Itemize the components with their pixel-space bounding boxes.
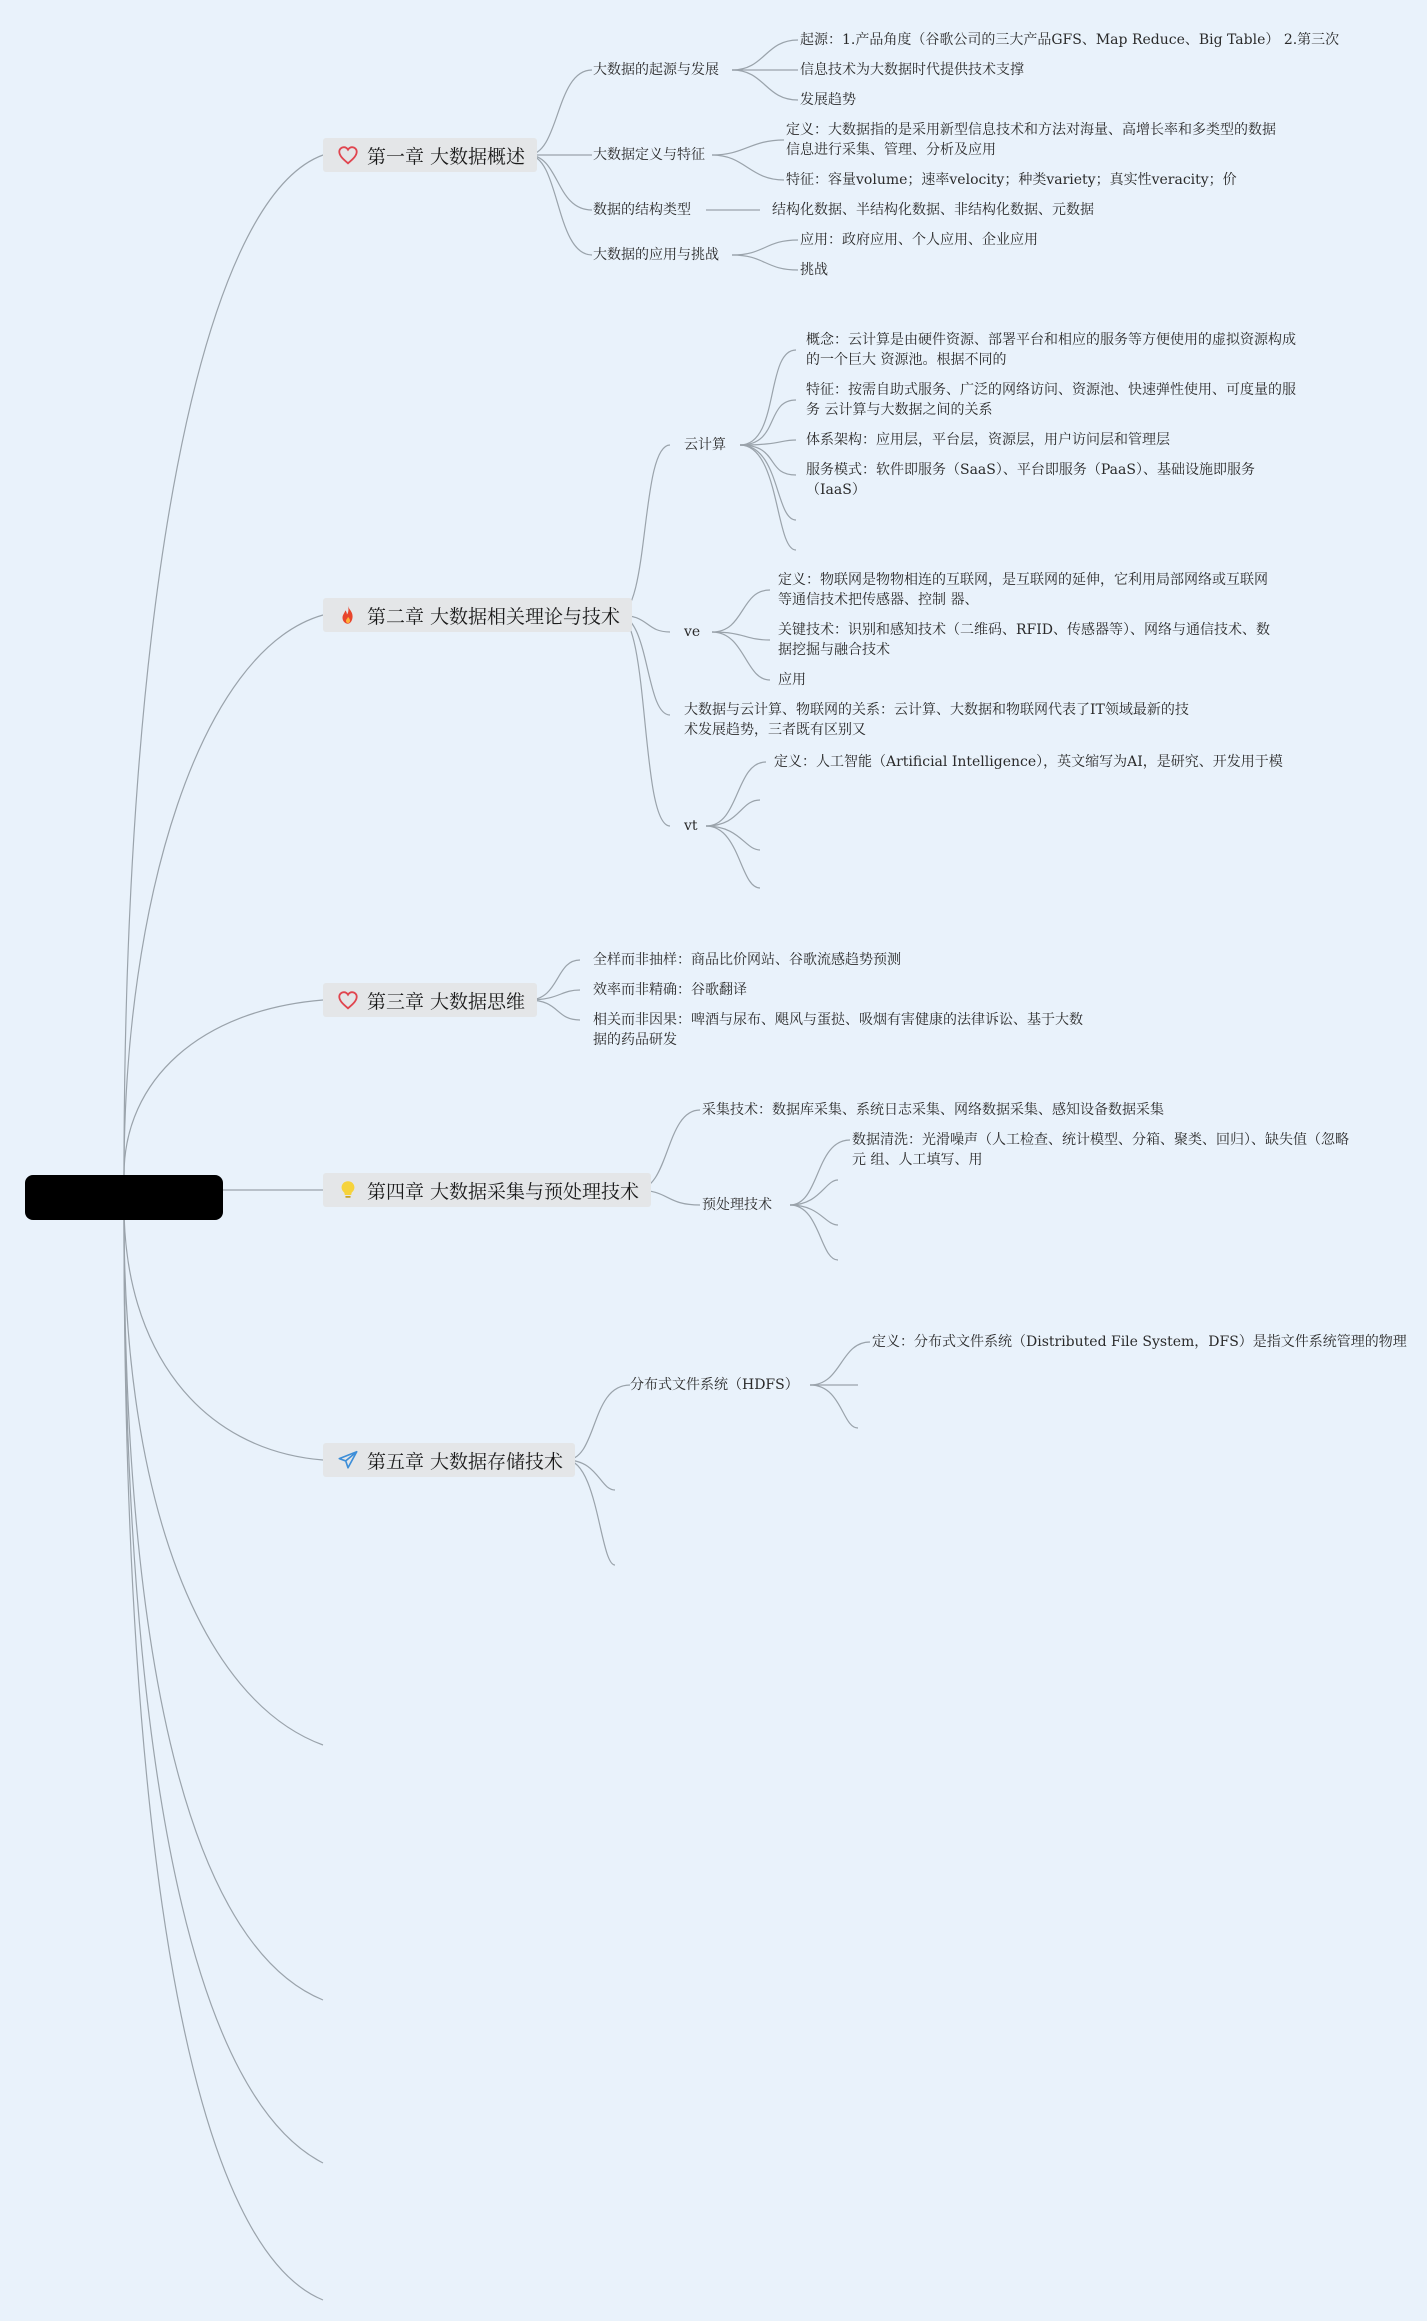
ch2-ve-item-2[interactable]: 关键技术：识别和感知技术（二维码、RFID、传感器等）、网络与通信技术、数据挖掘与融合技术 [778,622,1271,658]
heart-icon [337,144,359,166]
ch3-branch-1[interactable]: 全样而非抽样：商品比价网站、谷歌流感趋势预测 [593,952,901,968]
ch1-structure-item-1[interactable]: 结构化数据、半结构化数据、非结构化数据、元数据 [772,202,1094,218]
ch1-branch-origin[interactable]: 大数据的起源与发展 [593,62,719,78]
ch1-application-item-1[interactable]: 应用：政府应用、个人应用、企业应用 [800,232,1038,248]
ch2-cloud-item-2[interactable]: 特征：按需自助式服务、广泛的网络访问、资源池、快速弹性使用、可度量的服务 云计算与大数据之间的关系 [806,382,1296,418]
ch4-branch-collection[interactable]: 采集技术：数据库采集、系统日志采集、网络数据采集、感知设备数据采集 [702,1102,1164,1118]
ch5-hdfs-item-1[interactable]: 定义：分布式文件系统（Distributed File System，DFS）是指文件系统管理的物理 [872,1334,1407,1350]
chapter-1-node[interactable] [323,138,537,172]
ch1-origin-item-1[interactable]: 起源：1.产品角度（谷歌公司的三大产品GFS、Map Reduce、Big Table） 2.第三次 [800,32,1340,48]
ch1-branch-definition[interactable]: 大数据定义与特征 [593,147,705,163]
ch2-branch-cloud[interactable]: 云计算 [684,437,726,453]
lightbulb-icon [337,1179,359,1201]
ch2-cloud-item-4[interactable]: 服务模式：软件即服务（SaaS）、平台即服务（PaaS）、基础设施即服务（IaaS） [806,462,1255,498]
ch4-preprocessing-item-1[interactable]: 数据清洗：光滑噪声（人工检查、统计模型、分箱、聚类、回归）、缺失值（忽略元 组、人工填写、用 [852,1132,1349,1168]
chapter-3-label: 第三章 大数据思维 [367,990,526,1013]
paper-plane-icon [337,1449,359,1471]
chapter-5-label: 第五章 大数据存储技术 [367,1450,564,1473]
ch2-ve-item-3[interactable]: 应用 [778,672,806,688]
ch2-branch-ve[interactable]: ve [684,624,701,640]
chapter-4-label: 第四章 大数据采集与预处理技术 [367,1180,640,1203]
root-node[interactable] [25,1175,223,1220]
ch2-cloud-item-1[interactable]: 概念：云计算是由硬件资源、部署平台和相应的服务等方便使用的虚拟资源构成的一个巨大 资源池。根据不同的 [806,332,1296,368]
ch1-branch-application[interactable]: 大数据的应用与挑战 [593,247,719,263]
ch2-vt-item-1[interactable]: 定义：人工智能（Artificial Intelligence），英文缩写为AI，是研究、开发用于模 [774,754,1283,770]
chapter-4-node[interactable] [323,1173,651,1207]
ch3-branch-3[interactable]: 相关而非因果：啤酒与尿布、飓风与蛋挞、吸烟有害健康的法律诉讼、基于大数据的药品研发 [593,1012,1083,1048]
ch2-cloud-item-3[interactable]: 体系架构：应用层，平台层，资源层，用户访问层和管理层 [806,432,1170,448]
ch3-branch-2[interactable]: 效率而非精确：谷歌翻译 [593,982,747,998]
ch1-definition-item-1[interactable]: 定义：大数据指的是采用新型信息技术和方法对海量、高增长率和多类型的数据信息进行采集、管理、分析及应用 [786,122,1276,158]
chapter-2-node[interactable] [323,598,632,632]
fire-icon [337,604,359,626]
chapter-1-label: 第一章 大数据概述 [367,145,526,168]
ch2-ve-item-1[interactable]: 定义：物联网是物物相连的互联网，是互联网的延伸，它利用局部网络或互联网等通信技术把传感器、控制 器、 [778,572,1268,608]
ch1-origin-item-3[interactable]: 发展趋势 [800,92,856,108]
ch1-definition-item-2[interactable]: 特征：容量volume；速率velocity；种类variety；真实性veracity；价 [786,172,1237,188]
ch1-branch-structure[interactable]: 数据的结构类型 [593,202,691,218]
chapter-2-label: 第二章 大数据相关理论与技术 [367,605,621,628]
ch1-application-item-2[interactable]: 挑战 [800,262,828,278]
chapter-5-node[interactable] [323,1443,575,1477]
heart-icon [337,989,359,1011]
ch4-branch-preprocessing[interactable]: 预处理技术 [702,1197,772,1213]
chapter-3-node[interactable] [323,983,537,1017]
ch5-branch-hdfs[interactable]: 分布式文件系统（HDFS） [630,1377,799,1393]
ch2-branch-vt[interactable]: vt [684,818,698,834]
ch1-origin-item-2[interactable]: 信息技术为大数据时代提供技术支撑 [800,62,1024,78]
ch2-branch-relationship[interactable]: 大数据与云计算、物联网的关系：云计算、大数据和物联网代表了IT领域最新的技术发展趋势，三者既有区别又 [684,702,1189,738]
